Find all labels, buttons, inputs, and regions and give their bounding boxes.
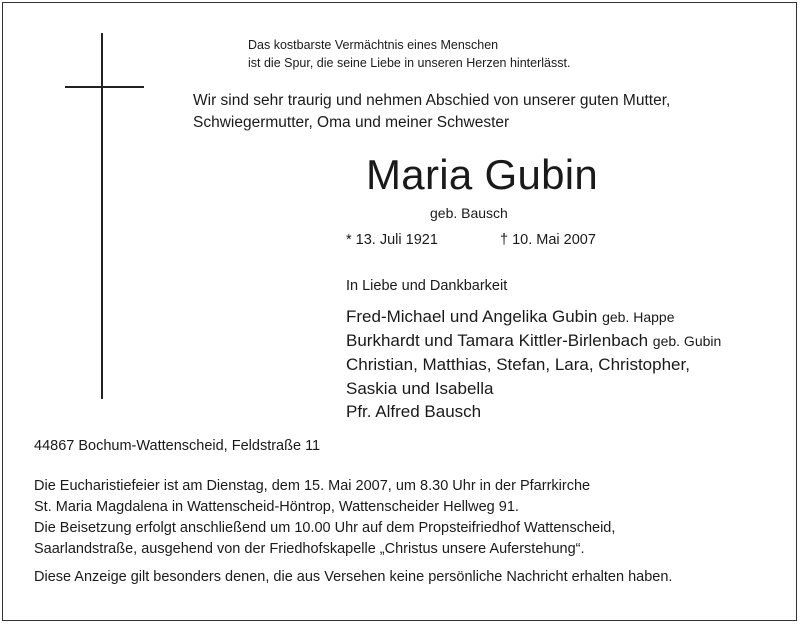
- service-line: Saarlandstraße, ausgehend von der Friedhofskapelle „Christus unsere Auferstehung“.: [34, 541, 585, 557]
- service-line: St. Maria Magdalena in Wattenscheid-Höntrop, Wattenscheider Hellweg 91.: [34, 499, 519, 515]
- mourners-list: [346, 305, 721, 423]
- address: 44867 Bochum-Wattenscheid, Feldstraße 11: [34, 438, 321, 454]
- mourner-line: [346, 329, 721, 353]
- cross-horizontal-bar: [65, 86, 144, 88]
- mourner-names: Burkhardt und Tamara Kittler-Birlenbach: [346, 331, 649, 351]
- intro-line: Wir sind sehr traurig und nehmen Abschied von unserer guten Mutter,: [193, 92, 671, 109]
- deceased-name: Maria Gubin: [366, 151, 599, 198]
- mourner-nee: geb. Happe: [602, 309, 675, 325]
- mourner-nee: geb. Gubin: [652, 333, 722, 350]
- maiden-name: geb. Bausch: [430, 205, 508, 221]
- mourner-line: Pfr. Alfred Bausch: [346, 401, 482, 421]
- memorial-quote: [248, 36, 570, 72]
- birth-date: * 13. Juli 1921: [346, 232, 438, 248]
- mourner-line: Christian, Matthias, Stefan, Lara, Christopher,: [346, 355, 690, 375]
- service-line: Die Beisetzung erfolgt anschließend um 10.00 Uhr auf dem Propsteifriedhof Wattenscheid,: [34, 520, 616, 536]
- closing-phrase: In Liebe und Dankbarkeit: [346, 278, 508, 294]
- intro-text: [193, 90, 670, 134]
- closing-note: Diese Anzeige gilt besonders denen, die aus Versehen keine persönliche Nachricht erhalten haben.: [34, 569, 673, 585]
- intro-line: Schwiegermutter, Oma und meiner Schwester: [193, 114, 510, 131]
- service-details: [34, 476, 615, 560]
- death-date: † 10. Mai 2007: [500, 232, 596, 248]
- service-line: Die Eucharistiefeier ist am Dienstag, dem 15. Mai 2007, um 8.30 Uhr in der Pfarrkirche: [34, 478, 591, 494]
- quote-line: ist die Spur, die seine Liebe in unseren Herzen hinterlässt.: [248, 56, 571, 70]
- mourner-names: Fred-Michael und Angelika Gubin: [346, 307, 598, 326]
- mourner-line: [346, 305, 721, 329]
- mourner-line: Saskia und Isabella: [346, 378, 494, 398]
- quote-line: Das kostbarste Vermächtnis eines Menschen: [248, 38, 499, 52]
